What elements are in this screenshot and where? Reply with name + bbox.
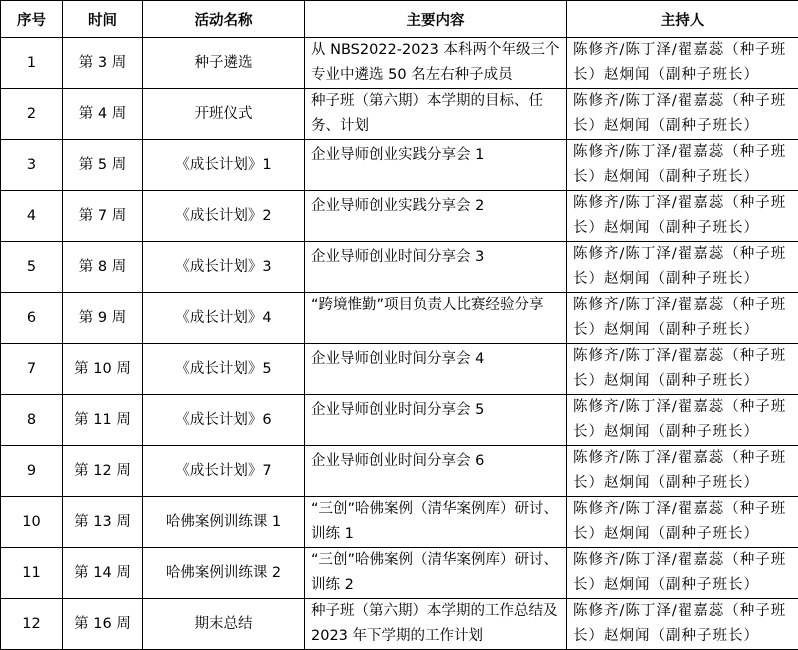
cell-content: “跨境惟勤”项目负责人比赛经验分享 [305, 293, 567, 344]
cell-content: 种子班（第六期）本学期的目标、任务、计划 [305, 89, 567, 140]
cell-content: “三创”哈佛案例（清华案例库）研讨、训练 1 [305, 497, 567, 548]
header-activity: 活动名称 [143, 1, 305, 38]
cell-no: 4 [1, 191, 63, 242]
cell-content: 企业导师创业实践分享会 1 [305, 140, 567, 191]
table-row [1, 38, 798, 89]
cell-activity: 《成长计划》1 [143, 140, 305, 191]
cell-week: 第 4 周 [63, 89, 143, 140]
table-body [1, 38, 798, 650]
cell-activity: 《成长计划》6 [143, 395, 305, 446]
cell-no: 10 [1, 497, 63, 548]
cell-week: 第 16 周 [63, 599, 143, 650]
cell-activity: 《成长计划》2 [143, 191, 305, 242]
cell-host: 陈修齐/陈丁泽/翟嘉蕊（种子班长）赵炯闻（副种子班长） [567, 140, 798, 191]
cell-no: 6 [1, 293, 63, 344]
table-row [1, 548, 798, 599]
cell-week: 第 3 周 [63, 38, 143, 89]
table-row [1, 293, 798, 344]
cell-host: 陈修齐/陈丁泽/翟嘉蕊（种子班长）赵炯闻（副种子班长） [567, 38, 798, 89]
cell-host: 陈修齐/陈丁泽/翟嘉蕊（种子班长）赵炯闻（副种子班长） [567, 497, 798, 548]
table-row [1, 140, 798, 191]
header-host: 主持人 [567, 1, 798, 38]
table-row [1, 446, 798, 497]
cell-content: 企业导师创业时间分享会 4 [305, 344, 567, 395]
table-row [1, 344, 798, 395]
cell-no: 8 [1, 395, 63, 446]
cell-activity: 《成长计划》5 [143, 344, 305, 395]
cell-week: 第 10 周 [63, 344, 143, 395]
cell-activity: 哈佛案例训练课 2 [143, 548, 305, 599]
cell-no: 3 [1, 140, 63, 191]
cell-host: 陈修齐/陈丁泽/翟嘉蕊（种子班长）赵炯闻（副种子班长） [567, 548, 798, 599]
cell-activity: 哈佛案例训练课 1 [143, 497, 305, 548]
cell-no: 1 [1, 38, 63, 89]
header-content: 主要内容 [305, 1, 567, 38]
table-row [1, 395, 798, 446]
cell-no: 7 [1, 344, 63, 395]
cell-week: 第 7 周 [63, 191, 143, 242]
cell-host: 陈修齐/陈丁泽/翟嘉蕊（种子班长）赵炯闻（副种子班长） [567, 89, 798, 140]
header-time: 时间 [63, 1, 143, 38]
cell-week: 第 13 周 [63, 497, 143, 548]
cell-no: 9 [1, 446, 63, 497]
cell-activity: 种子遴选 [143, 38, 305, 89]
cell-activity: 《成长计划》4 [143, 293, 305, 344]
cell-host: 陈修齐/陈丁泽/翟嘉蕊（种子班长）赵炯闻（副种子班长） [567, 344, 798, 395]
cell-host: 陈修齐/陈丁泽/翟嘉蕊（种子班长）赵炯闻（副种子班长） [567, 395, 798, 446]
cell-host: 陈修齐/陈丁泽/翟嘉蕊（种子班长）赵炯闻（副种子班长） [567, 191, 798, 242]
cell-week: 第 5 周 [63, 140, 143, 191]
cell-content: 企业导师创业时间分享会 6 [305, 446, 567, 497]
cell-week: 第 9 周 [63, 293, 143, 344]
table-row [1, 242, 798, 293]
cell-no: 5 [1, 242, 63, 293]
header-row [1, 1, 798, 38]
table-row [1, 599, 798, 650]
cell-activity: 开班仪式 [143, 89, 305, 140]
cell-content: “三创”哈佛案例（清华案例库）研讨、训练 2 [305, 548, 567, 599]
cell-content: 企业导师创业时间分享会 3 [305, 242, 567, 293]
cell-content: 企业导师创业时间分享会 5 [305, 395, 567, 446]
cell-content: 种子班（第六期）本学期的工作总结及 2023 年下学期的工作计划 [305, 599, 567, 650]
cell-week: 第 8 周 [63, 242, 143, 293]
cell-content: 从 NBS2022-2023 本科两个年级三个专业中遴选 50 名左右种子成员 [305, 38, 567, 89]
cell-week: 第 11 周 [63, 395, 143, 446]
cell-activity: 期末总结 [143, 599, 305, 650]
cell-host: 陈修齐/陈丁泽/翟嘉蕊（种子班长）赵炯闻（副种子班长） [567, 293, 798, 344]
cell-week: 第 12 周 [63, 446, 143, 497]
cell-host: 陈修齐/陈丁泽/翟嘉蕊（种子班长）赵炯闻（副种子班长） [567, 242, 798, 293]
cell-no: 12 [1, 599, 63, 650]
cell-content: 企业导师创业实践分享会 2 [305, 191, 567, 242]
cell-no: 11 [1, 548, 63, 599]
cell-no: 2 [1, 89, 63, 140]
header-no: 序号 [1, 1, 63, 38]
cell-week: 第 14 周 [63, 548, 143, 599]
table-row [1, 191, 798, 242]
cell-activity: 《成长计划》7 [143, 446, 305, 497]
cell-activity: 《成长计划》3 [143, 242, 305, 293]
cell-host: 陈修齐/陈丁泽/翟嘉蕊（种子班长）赵炯闻（副种子班长） [567, 446, 798, 497]
table-header [1, 1, 798, 38]
cell-host: 陈修齐/陈丁泽/翟嘉蕊（种子班长）赵炯闻（副种子班长） [567, 599, 798, 650]
table-row [1, 497, 798, 548]
table-row [1, 89, 798, 140]
